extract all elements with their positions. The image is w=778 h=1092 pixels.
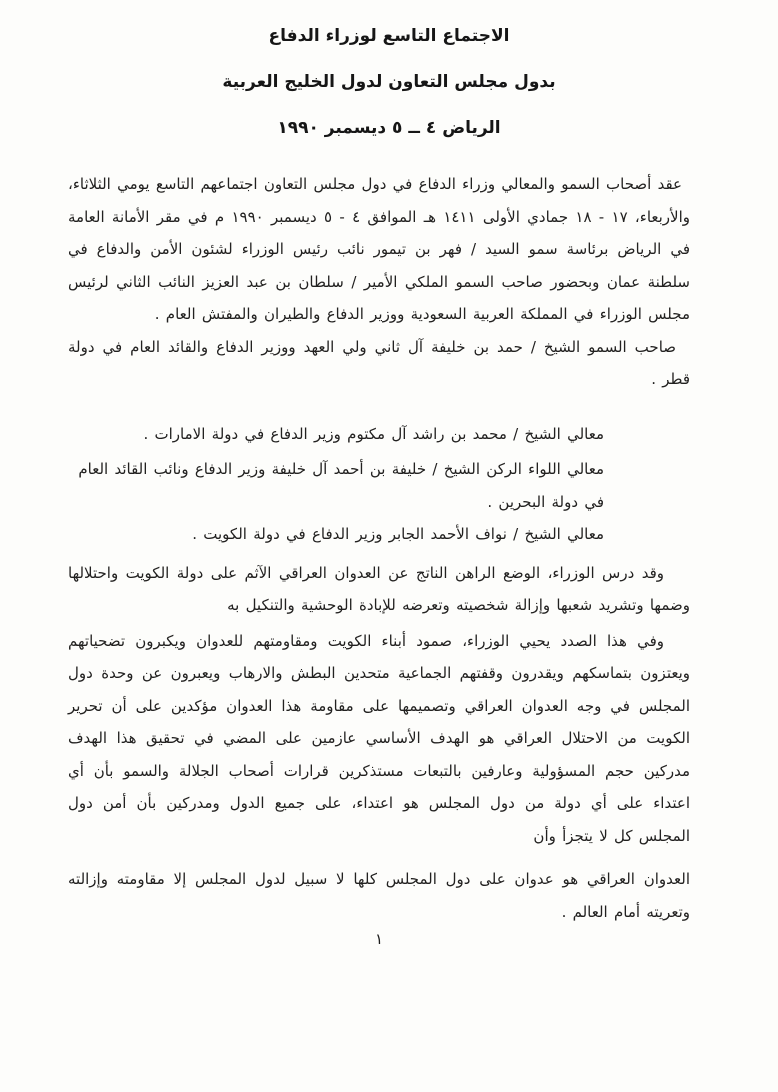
document-body bbox=[68, 168, 690, 928]
paragraph-situation-review: وقد درس الوزراء، الوضع الراهن الناتج عن العدوان العراقي الآثم على دولة الكويت واحتلالها وضمها وتشريد شعبها وإزالة شخصيته وتعرضه للإبادة الوحشية والتنكيل به bbox=[68, 563, 690, 614]
page-number: ١ bbox=[374, 930, 384, 948]
paragraph-aggression-statement: العدوان العراقي هو عدوان على دول المجلس كلها لا سبيل لدول المجلس إلا مقاومته وإزالته وتعريته أمام العالم . bbox=[68, 870, 690, 921]
paragraph-qatar-attendee: صاحب السمو الشيخ / حمد بن خليفة آل ثاني ولي العهد ووزير الدفاع والقائد العام في دولة قطر . bbox=[68, 337, 690, 388]
paragraph-kuwait-attendee: معالي الشيخ / نواف الأحمد الجابر وزير الدفاع في دولة الكويت . bbox=[192, 525, 604, 543]
paragraph-meeting-convened: عقد أصحاب السمو والمعالي وزراء الدفاع في دول مجلس التعاون اجتماعهم التاسع يومي الثلاثاء، والأربعاء، ١٧ - ١٨ جمادي الأولى ١٤١١ هـ الموافق ٤ - ٥ ديسمبر ١٩٩٠ م في مقر الأمانة العامة في الرياض برئاسة سمو السيد / فهر بن تيمور نائب رئيس الوزراء لشئون الأمن والدفاع في سلطنة عمان وبحضور صاحب السمو الملكي الأمير / سلطان بن عبد العزيز النائب الثاني لرئيس مجلس الوزراء في المملكة العربية السعودية ووزير الدفاع والطيران والمفتش العام . bbox=[68, 175, 691, 323]
paragraph-solidarity-statement: وفي هذا الصدد يحيي الوزراء، صمود أبناء الكويت ومقاومتهم للعدوان ويكبرون تضحياتهم ويعتزون بتماسكهم ويقدرون وقفتهم الجماعية متحدين البطش والارهاب ويعبرون عن وحدة دول المجلس في وجه العدوان العراقي وتصميمها على مقاومة هذا العدوان مؤكدين على أن تحرير الكويت من الاحتلال العراقي هو الهدف الأساسي عازمين على المضي في تحقيق هذا الهدف مدركين حجم المسؤولية وعارفين بالتبعات مستذكرين قرارات أصحاب الجلالة والسمو بأن أي اعتداء على أي دولة من دول المجلس هو اعتداء، على جميع الدول ومدركين بأن أمن دول المجلس كل لا يتجزأ وأن bbox=[68, 631, 690, 845]
title-line-council: بدول مجلس التعاون لدول الخليج العربية bbox=[222, 72, 556, 92]
paragraph-uae-attendee: معالي الشيخ / محمد بن راشد آل مكتوم وزير الدفاع في دولة الامارات . bbox=[143, 424, 604, 443]
paragraph-bahrain-attendee: معالي اللواء الركن الشيخ / خليفة بن أحمد آل خليفة وزير الدفاع ونائب القائد العام في دولة البحرين . bbox=[78, 460, 604, 511]
title-line-date-location: الرياض ٤ ــ ٥ ديسمبر ١٩٩٠ bbox=[277, 118, 501, 138]
document-title-block bbox=[0, 0, 778, 145]
title-line-meeting: الاجتماع التاسع لوزراء الدفاع bbox=[268, 26, 510, 46]
